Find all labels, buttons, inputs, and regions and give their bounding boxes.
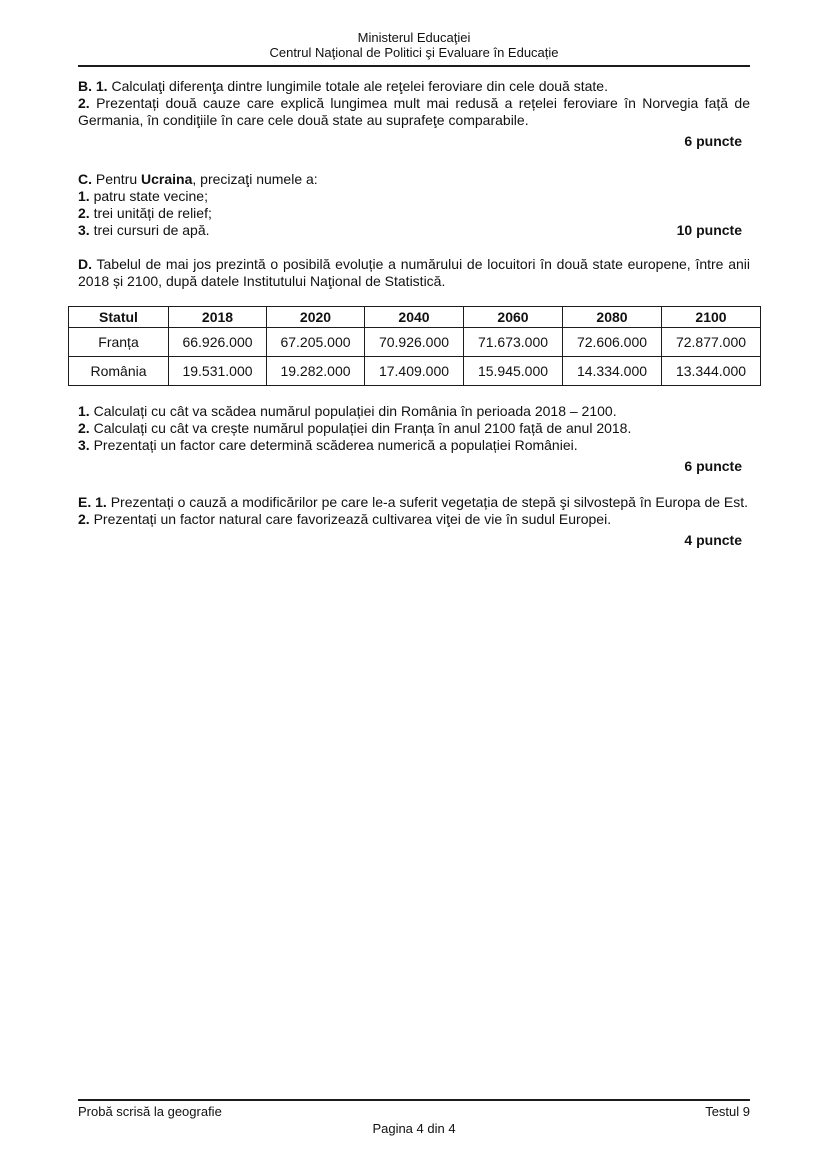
footer-page-number: Pagina 4 din 4 [372,1121,456,1136]
question-b2-label: 2. [78,95,90,111]
table-header-2100: 2100 [662,307,761,328]
table-cell-state: Franța [69,328,169,357]
section-d [78,256,750,475]
table-cell-value: 71.673.000 [464,328,563,357]
points-d: 6 puncte [684,458,742,474]
section-b [78,78,750,150]
section-e [78,494,750,549]
population-table [68,306,761,386]
section-c-label: C. [78,171,92,187]
question-d2-label: 2. [78,420,90,436]
table-header-2060: 2060 [464,307,563,328]
table-row-romania [69,357,761,386]
footer-exam-name: Probă scrisă la geografie [78,1104,222,1119]
question-d1 [78,403,750,420]
question-c3 [78,222,210,239]
question-b2-text: Prezentați două cauze care explică lungimea mult mai redusă a rețelei feroviare în Norvegia față de Germania, în condiţiile în care cele două state au suprafeţe comparabile. [78,95,751,128]
question-c-intro [78,171,750,188]
table-header-row [69,307,761,328]
question-c-intro-pre: Pentru [95,171,138,187]
question-e2 [78,511,750,528]
table-cell-value: 19.282.000 [267,357,365,386]
question-d1-label: 1. [78,403,90,419]
question-d3-label: 3. [78,437,90,453]
question-d2 [78,420,750,437]
section-d-label: D. [78,256,92,272]
table-cell-value: 14.334.000 [563,357,662,386]
table-cell-value: 17.409.000 [365,357,464,386]
question-c-intro-bold: Ucraina [141,171,193,187]
table-header-2020: 2020 [267,307,365,328]
question-b2 [78,95,750,129]
question-b1 [78,78,750,95]
question-c3-label: 3. [78,222,90,238]
table-header-2080: 2080 [563,307,662,328]
question-e2-text: Prezentați un factor natural care favorizează cultivarea viţei de vie în sudul Europei. [93,511,612,527]
question-e1-label: E. 1. [78,494,107,510]
footer-test-number: Testul 9 [705,1104,750,1119]
question-b1-text: Calculaţi diferenţa dintre lungimile totale ale reţelei feroviare din cele două state. [111,78,608,94]
question-c3-row [78,222,750,239]
table-header-2040: 2040 [365,307,464,328]
table-cell-value: 19.531.000 [169,357,267,386]
question-c2-label: 2. [78,205,90,221]
table-cell-value: 13.344.000 [662,357,761,386]
table-cell-state: România [69,357,169,386]
question-c1-label: 1. [78,188,90,204]
section-d-questions [78,403,750,475]
question-b1-label: B. 1. [78,78,108,94]
question-c2 [78,205,750,222]
table-cell-value: 72.606.000 [563,328,662,357]
question-e1-text: Prezentați o cauză a modificărilor pe care le-a suferit vegetația de stepă şi silvostepă în Europa de Est. [110,494,749,510]
points-b: 6 puncte [684,133,742,149]
question-e1 [78,494,750,511]
question-c1 [78,188,750,205]
document-footer [78,1099,750,1137]
question-c-intro-post: , precizaţi numele a: [192,171,318,187]
table-cell-value: 66.926.000 [169,328,267,357]
question-c1-text: patru state vecine; [93,188,208,204]
table-header-2018: 2018 [169,307,267,328]
question-d3-text: Prezentați un factor care determină scăderea numerică a populației României. [93,437,578,453]
ministry-name: Ministerul Educaţiei [357,30,471,45]
table-cell-value: 67.205.000 [267,328,365,357]
question-d3 [78,437,750,454]
question-d1-text: Calculați cu cât va scădea numărul populației din România în perioada 2018 – 2100. [93,403,617,419]
table-row-franta [69,328,761,357]
question-d-intro-text: Tabelul de mai jos prezintă o posibilă evoluție a numărului de locuitori în două state europene, între anii 2018 și 2100, după datele Institutului Naţional de Statistică. [78,256,750,289]
question-e2-label: 2. [78,511,90,527]
question-d-intro [78,256,750,290]
points-e: 4 puncte [684,532,742,548]
document-header [78,30,750,67]
question-c2-text: trei unități de relief; [93,205,212,221]
table-cell-value: 72.877.000 [662,328,761,357]
question-d2-text: Calculați cu cât va crește numărul populației din Franța în anul 2100 față de anul 2018. [93,420,632,436]
center-name: Centrul Naţional de Politici şi Evaluare în Educație [269,45,559,60]
table-header-statul: Statul [69,307,169,328]
question-c3-text: trei cursuri de apă. [93,222,210,238]
section-c [78,171,750,239]
table-cell-value: 70.926.000 [365,328,464,357]
points-c: 10 puncte [676,222,742,238]
footer-row [78,1104,750,1120]
table-cell-value: 15.945.000 [464,357,563,386]
